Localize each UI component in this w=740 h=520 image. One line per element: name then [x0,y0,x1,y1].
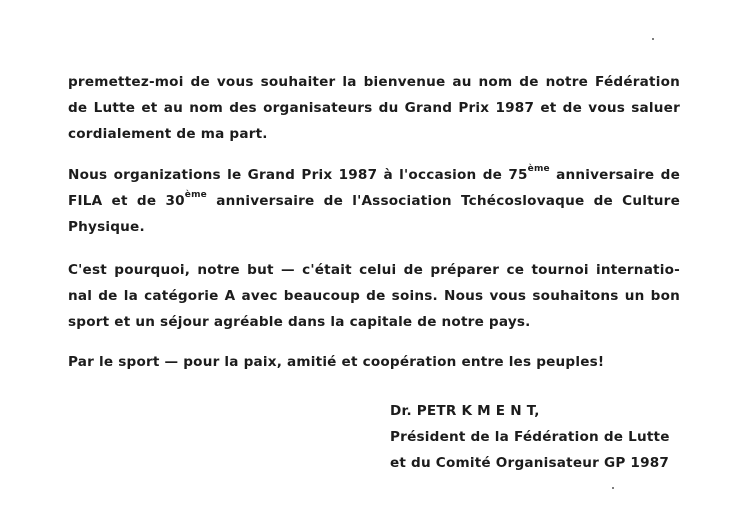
motto-paragraph [68,349,668,375]
text-fragment: anniversaire de [549,167,680,183]
paragraph-line: premettez-moi de vous souhaiter la bienvenue au nom de notre Fédération [68,74,680,90]
scan-speck [652,38,654,40]
signatory-title: Président de la Fédération de Lutte [390,429,670,445]
paragraph-line [68,162,680,188]
superscript: ème [527,164,550,175]
signature-block [390,398,670,476]
paragraph-line: cordialement de ma part. [68,126,268,142]
superscript: ème [184,190,207,201]
paragraph-line: Physique. [68,219,145,235]
paragraph-line: sport et un séjour agréable dans la capitale de notre pays. [68,314,531,330]
paragraph-line: Par le sport — pour la paix, amitié et coopération entre les peuples! [68,354,605,370]
paragraph-line [68,188,680,214]
scan-speck [612,487,614,489]
welcome-paragraph [68,69,680,147]
anniversary-paragraph [68,162,680,240]
text-fragment: FILA et de 30 [68,193,185,209]
text-fragment: anniversaire de l'Association Tchécoslovaque de Culture [206,193,680,209]
paragraph-line: de Lutte et au nom des organisateurs du Grand Prix 1987 et de vous saluer [68,100,680,116]
text-fragment: Nous organizations le Grand Prix 1987 à l'occasion de 75 [68,167,528,183]
paragraph-line: C'est pourquoi, notre but — c'était celui de préparer ce tournoi internatio- [68,262,680,278]
signatory-name: Dr. PETR K M E N T, [390,403,540,419]
tournament-paragraph [68,257,680,335]
paragraph-line: nal de la catégorie A avec beaucoup de soins. Nous vous souhaitons un bon [68,288,680,304]
signatory-title: et du Comité Organisateur GP 1987 [390,455,670,471]
